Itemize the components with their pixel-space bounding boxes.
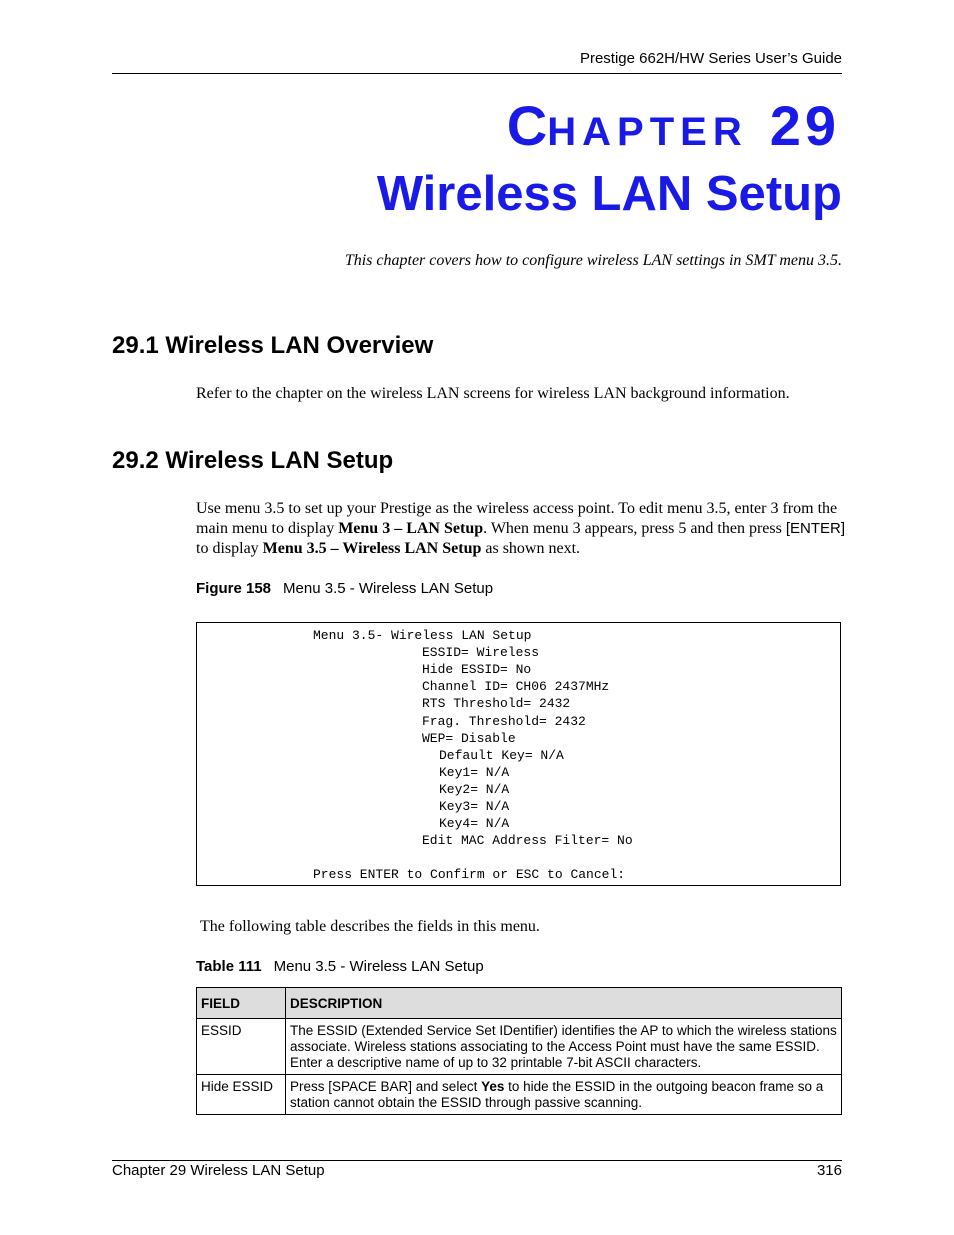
chapter-number: 29 xyxy=(769,94,840,157)
description-text: Press [SPACE BAR] and select xyxy=(290,1079,482,1094)
setup-menu35-ref: Menu 3.5 – Wireless LAN Setup xyxy=(262,540,482,557)
screen-line: Frag. Threshold= 2432 xyxy=(422,713,586,729)
table-row xyxy=(197,1019,842,1075)
chapter-label-rest: HAPTER xyxy=(547,110,748,154)
table-row xyxy=(197,1075,842,1115)
chapter-label xyxy=(506,94,840,157)
enter-key-ref: [ENTER] xyxy=(785,520,846,537)
setup-text-3: to display xyxy=(196,540,263,557)
header-rule xyxy=(112,73,842,74)
description-cell: The ESSID (Extended Service Set IDentifier) identifies the AP to which the wireless stations associate. Wireless stations associating to the Access Point must have the same ESSID. Enter a descriptive name of up to 32 printable 7-bit ASCII characters. xyxy=(286,1019,842,1075)
screen-line: Channel ID= CH06 2437MHz xyxy=(422,679,610,695)
footer-rule xyxy=(112,1160,842,1161)
screen-line: Key3= N/A xyxy=(439,799,510,814)
running-header: Prestige 662H/HW Series User’s Guide xyxy=(579,50,842,67)
table-intro: The following table describes the fields in this menu. xyxy=(200,918,540,935)
setup-menu3-ref: Menu 3 – LAN Setup xyxy=(338,520,484,537)
page-number: 316 xyxy=(816,1162,842,1179)
figure-title: Menu 3.5 - Wireless LAN Setup xyxy=(283,580,494,597)
setup-text-2: . When menu 3 appears, press 5 and then press xyxy=(483,520,786,537)
footer-chapter-title: Chapter 29 Wireless LAN Setup xyxy=(112,1162,325,1179)
figure-label: Figure 158 xyxy=(196,580,272,597)
screen-line: Key1= N/A xyxy=(439,764,510,780)
screen-line: Edit MAC Address Filter= No xyxy=(422,833,633,849)
setup-paragraph xyxy=(196,499,846,559)
section-heading-setup: 29.2 Wireless LAN Setup xyxy=(112,447,394,474)
setup-text-1: Use menu 3.5 to set up your Prestige as the wireless access point. To edit menu 3.5, enter 3 from the main menu to display xyxy=(196,500,838,537)
table-header-row xyxy=(197,988,842,1019)
fields-table xyxy=(196,987,842,1115)
setup-text-4: as shown next. xyxy=(481,540,581,557)
field-cell: Hide ESSID xyxy=(197,1075,286,1115)
field-cell: ESSID xyxy=(197,1019,286,1075)
description-text: to hide the ESSID in the outgoing beacon frame so a station cannot obtain the ESSID through passive scanning. xyxy=(290,1079,824,1110)
chapter-intro: This chapter covers how to configure wireless LAN settings in SMT menu 3.5. xyxy=(344,252,842,269)
table-title: Menu 3.5 - Wireless LAN Setup xyxy=(273,958,484,975)
screen-line: Default Key= N/A xyxy=(439,747,564,763)
table-label: Table 111 xyxy=(196,958,262,975)
smt-menu-screen xyxy=(196,622,841,886)
chapter-label-initial: C xyxy=(506,94,548,157)
screen-line: WEP= Disable xyxy=(422,730,516,746)
screen-line: ESSID= Wireless xyxy=(422,645,540,661)
section-heading-overview: 29.1 Wireless LAN Overview xyxy=(112,332,434,359)
screen-line: Key2= N/A xyxy=(439,781,510,797)
field-column-header: FIELD xyxy=(197,988,286,1019)
screen-line: Key4= N/A xyxy=(439,816,510,832)
overview-paragraph: Refer to the chapter on the wireless LAN screens for wireless LAN background information. xyxy=(196,385,790,402)
screen-line: Menu 3.5- Wireless LAN Setup xyxy=(313,628,532,643)
table-caption xyxy=(196,958,484,975)
figure-caption xyxy=(196,580,493,597)
screen-line: Hide ESSID= No xyxy=(422,662,532,678)
chapter-title: Wireless LAN Setup xyxy=(376,167,842,221)
screen-line: RTS Threshold= 2432 xyxy=(422,696,571,712)
screen-line: Press ENTER to Confirm or ESC to Cancel: xyxy=(313,867,626,883)
description-column-header: DESCRIPTION xyxy=(286,988,842,1019)
yes-option: Yes xyxy=(481,1079,505,1094)
description-cell xyxy=(286,1075,842,1115)
